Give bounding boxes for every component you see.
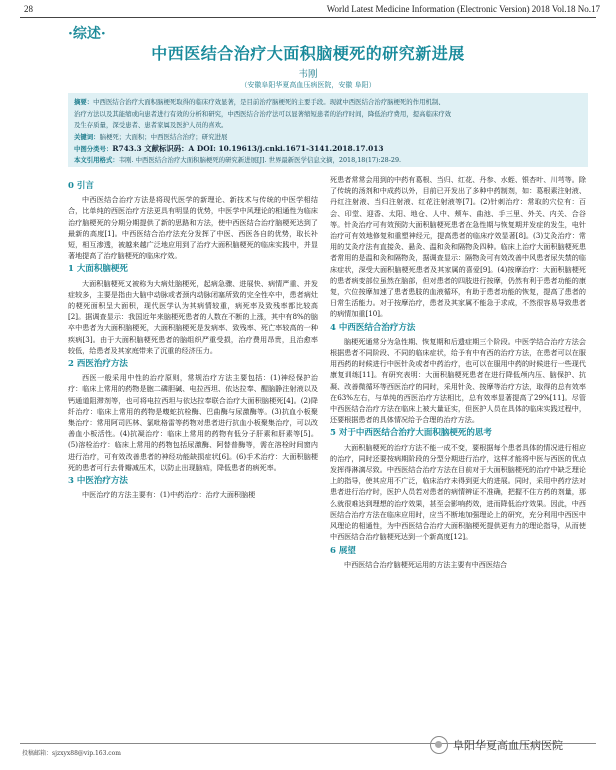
right-column bbox=[330, 174, 586, 570]
abstract-box bbox=[68, 93, 588, 167]
body-paragraph: 中医治疗的方法主要有：(1)中药治疗：治疗大面积脑梗 bbox=[82, 490, 256, 500]
abstract-text: 及生存质量，深受患者、患者家属及医护人员的喜欢。 bbox=[74, 121, 228, 129]
wechat-account-icon bbox=[430, 736, 448, 754]
body-paragraph: 大面积脑梗死的治疗方法不能一成不变，要根据每个患者具体的情况进行相应的治疗，同时还要按病期阶段的分型分期进行治疗，这样才能将中医与西医的优点发挥得淋漓尽致。中西医结合治疗方法在目前对于大面积脑梗死的治疗中缺乏理论上的指导，使其应用不广泛，临床治疗未得到更大的进展。同时，采用中药疗法对患者进行治疗时，医护人员若对患者的病情辨证不准确，把握不住方药的剂量，那么就很难达到理想的治疗效果，甚至会影响药效，进而降低治疗效果。因此，中西医结合治疗方法在临床应用时，应当不断地加强理论上的研究，充分利用中西医中风理论的相通性，为中西医结合治疗大面积脑梗死提供更有力的理论指导，从而使中西医结合治疗脑梗死达到一个新高度[12]。 bbox=[330, 442, 586, 542]
section-heading: 5 对于中西医结合治疗大面积脑梗死的思考 bbox=[330, 428, 492, 439]
journal-name: World Latest Medicine Information (Electronic Version) 2018 Vol.18 No.17 bbox=[326, 4, 600, 14]
abstract-label: 摘要： bbox=[74, 98, 94, 106]
section-heading: 2 西医治疗方法 bbox=[68, 359, 128, 370]
body-paragraph: 中西医结合治疗方法是将现代医学的新理论、新技术与传统的中医学相结合，比单纯的西医治疗方法更具有明显的优势，中医学中风理论的相通性为临床治疗脑梗死的分期分期提供了新的思路和方法，使中西医结合治疗脑梗死达到了最新的高度[1]。中西医结合治疗法充分发挥了中医、西医各自的优势，取长补短，相互渗透，被越来越广泛地应用到了治疗大面积脑梗死的临床实践中，并显著地提高了治疗脑梗死的临床疗效。 bbox=[68, 195, 318, 261]
abstract-text: 治疗方法以及其能缩或向患者进行有效的分析和研究，中西医结合治疗法可以显著缩短患者的治疗时间，降低治疗费用，提高临床疗效 bbox=[74, 109, 452, 118]
section-heading: 0 引言 bbox=[68, 181, 94, 191]
section-heading: 6 展望 bbox=[330, 545, 356, 556]
abstract-label: 中图分类号： bbox=[74, 145, 113, 153]
classification-codes: R743.3 文献标识码：A DOI: 10.19613/j.cnki.1671-3141.2018.17.013 bbox=[112, 144, 384, 153]
left-column bbox=[68, 178, 318, 500]
abstract-text: 脑梗死；大面积；中西医结合治疗；研究进展 bbox=[99, 132, 228, 141]
page-number: 28 bbox=[24, 4, 33, 14]
body-paragraph: 大面积脑梗死又被称为大病灶脑梗死，起病急骤、进展快、病情严重、并发症较多，主要是指由大脑中动脉或者颈内动脉闭塞所致的完全性卒中，患者病灶的梗死面积呈大面积，现代医学认为其病情较重，病死率及致残率都比较高[2]。据调查显示：我国近年来脑梗死患者的人数在不断的上涨，其中有8%的脑卒中患者为大面积脑梗死，大面积脑梗死是发病率、致残率、死亡率较高的一种疾病[3]。由于大面积脑梗死患者的脑组织严重受损，治疗费用昂贵，且治愈率较低，给患者及其家庭带来了沉重的经济压力。 bbox=[68, 278, 318, 355]
author: 韦刚 bbox=[298, 69, 318, 80]
abstract-label: 本文引用格式： bbox=[74, 155, 119, 164]
header-rule bbox=[20, 17, 596, 18]
abstract-text: 韦刚. 中西医结合治疗大面积脑梗死的研究新进展[J]. 世界最新医学信息文摘，2018,18(17):28-29. bbox=[118, 155, 402, 164]
abstract-line bbox=[74, 109, 582, 118]
abstract-line bbox=[74, 143, 582, 154]
watermark-text: 阜阳华夏高血压病医院 bbox=[453, 739, 563, 752]
abstract-line bbox=[74, 155, 582, 164]
footer-email: 投稿邮箱：sjzxyx88@vip.163.com bbox=[22, 750, 121, 757]
abstract-label: 关键词： bbox=[74, 132, 100, 141]
affiliation: （安徽阜阳华夏高血压病医院，安徽 阜阳） bbox=[240, 81, 376, 89]
abstract-text: 中西医结合治疗大面积脑梗死取得的临床疗效显著，是目前治疗脑梗死的主要手段。现就中西医结合治疗脑梗死的作用机制、 bbox=[93, 98, 445, 106]
watermark bbox=[430, 734, 563, 756]
article-title: 中西医结合治疗大面积脑梗死的研究新进展 bbox=[151, 44, 465, 63]
abstract-line bbox=[74, 120, 582, 129]
section-heading: 1 大面积脑梗死 bbox=[68, 264, 128, 275]
body-paragraph: 死患者常常会用到的中药有葛根、当归、红花、丹参、水蛭、银杏叶、川芎等。除了传统的汤剂和中成药以外，目前已开发出了多种中药制剂，如：葛根素注射液、丹红注射液、当归注射液、红花注射液等[7]。(2)针刺治疗：常取的穴位有：百会、印堂、迎香、太阳、地仓、人中、颊车、曲池、手三里、外关、内关、合谷等。针灸治疗可有效预防大面积脑梗死患者在急性期与恢复期并发症的发生，电针治疗可有效地修复和重塑神经元，提高患者的临床疗效显著[8]。(3)艾灸治疗：常用的艾灸疗法有直接灸、悬灸、温和灸和隔物灸四种。临床上治疗大面积脑梗死患者常用的是温和灸和隔物灸，据调查显示：隔物灸可有效改善中风患者尿失禁的临床症状，深受大面积脑梗死患者及其家属的喜爱[9]。(4)按摩治疗：大面积脑梗死的患者病变部位虽然在脑部，但对患者的四肢进行按摩，仍然有利于患者功能的康复，穴位按摩加速了患者患肢的血液循环，有助于患者功能的恢复，提高了患者的日常生活能力。对于按摩治疗，患者及其家属不能急于求成，不然很容易导致患者的病情加重[10]。 bbox=[330, 175, 586, 319]
section-heading: 3 中医治疗方法 bbox=[68, 476, 128, 487]
column-tag: ·综述· bbox=[68, 26, 106, 42]
body-paragraph: 中西医结合治疗脑梗死运用的方法主要有中西医结合 bbox=[344, 559, 508, 569]
abstract-line bbox=[74, 97, 582, 106]
running-header bbox=[20, 4, 600, 16]
body-paragraph: 脑梗死通常分为急性期、恢复期和后遗症期三个阶段。中医学结合治疗方法会根据患者不同阶段、不同的临床症状，给予有中有西的治疗方法，在患者可以在服用西药的时候进行中医针灸或者中药治疗，也可以在服用中药的时候进行一些现代康复训练[11]。有研究表明：大面积脑梗死患者在进行降低颅内压、脑保护、抗凝、改善微循环等西医治疗的同时，采用针灸、按摩等治疗方法，取得的总有效率在63%左右，与单纯的西医治疗方法相比，总有效率显著提高了29%[11]。尽管中西医结合治疗方法在临床上被大量证实，但医护人员在具体的临床实践过程中，还要根据患者的具体情况给予合理的治疗方法。 bbox=[330, 336, 586, 425]
section-heading: 4 中西医结合治疗方法 bbox=[330, 322, 416, 333]
body-paragraph: 西医一般采用中性的治疗原则，常规治疗方法主要包括：(1)神经保护治疗：临床上常用的药物是胞二磷胆碱、电拉西坦、依达拉奉、醒脑静注射液以及钙通道阻滞剂等，也可将电拉西坦与依达拉奉联合治疗大面积脑梗死[4]。(2)降纤治疗：临床上常用的药物是蝮蛇抗栓酶、巴曲酶与尿激酶等。(3)抗血小板聚集治疗：常用阿司匹林、氯吡格雷等药物对患者进行抗血小板聚集治疗，可以改善血小板活性。(4)抗凝治疗：临床上常用的药物有低分子肝素和肝素等[5]。(5)溶栓治疗：临床上常用的药物包括尿激酶、阿替普酶等，需在溶栓时间窗内进行治疗，可有效改善患者的神经功能缺损症状[6]。(6)手术治疗：大面积脑梗死的患者可行去骨瓣减压术，以防止出现脑疝，降低患者的病死率。 bbox=[68, 373, 318, 472]
abstract-line bbox=[74, 132, 582, 141]
